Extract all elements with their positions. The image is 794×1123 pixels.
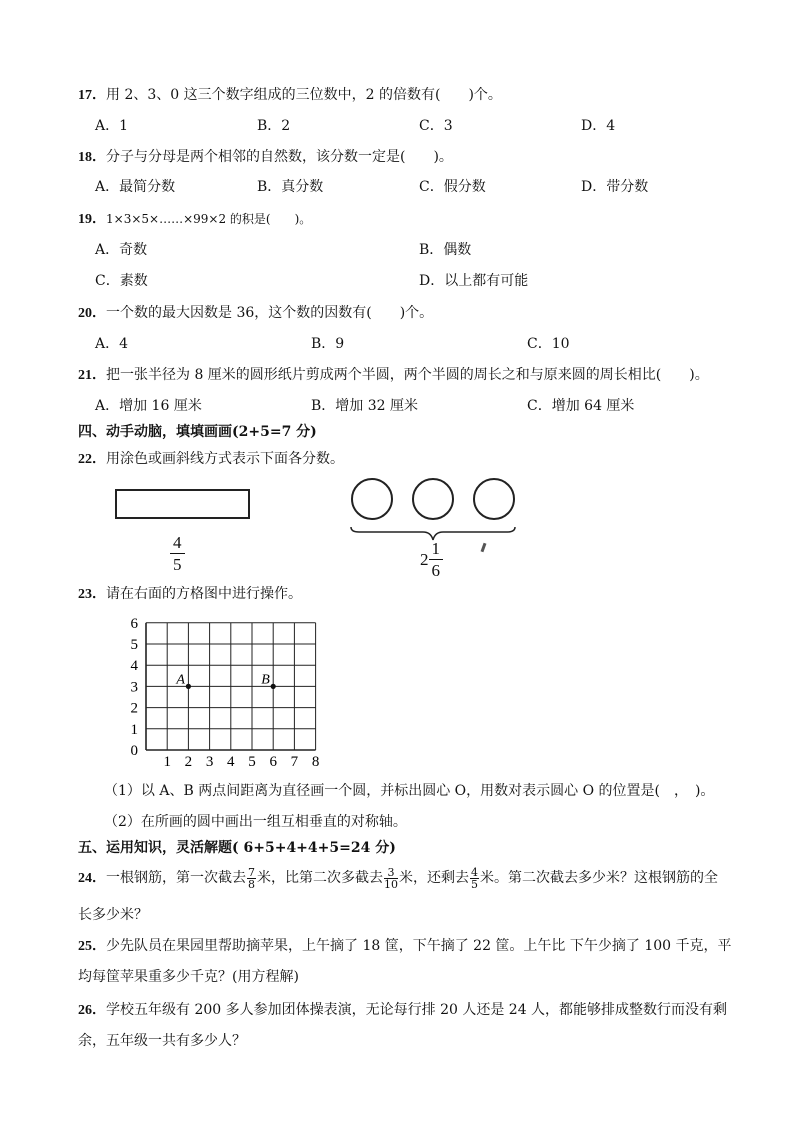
option-b[interactable]: B．真分数: [257, 179, 324, 195]
fraction-denominator: 5: [471, 877, 478, 891]
circle-3[interactable]: [474, 479, 514, 519]
question-text-1: 一根钢筋，第一次截去: [106, 870, 246, 886]
question-text-4: 米。第二次截去多少米？这根钢筋的全: [480, 870, 718, 886]
question-17: [78, 84, 502, 104]
question-text: 分子与分母是两个相邻的自然数，该分数一定是( )。: [106, 149, 453, 165]
y-tick-label: 0: [130, 743, 138, 759]
question-text: 1×3×5×……×99×2 的积是( )。: [106, 212, 312, 226]
circles-figure: [345, 472, 525, 547]
y-tick-label: 3: [130, 679, 138, 696]
fraction-numerator: 7: [248, 865, 255, 879]
question-number: 25．: [78, 939, 106, 954]
x-tick-label: 5: [248, 754, 256, 770]
point-label: A: [176, 672, 185, 688]
option-a[interactable]: A．4: [95, 336, 129, 352]
question-number: 18．: [78, 150, 106, 165]
option-d[interactable]: D．以上都有可能: [419, 273, 529, 289]
question-25-line2: 均每筐苹果重多少千克？(用方程解): [78, 969, 299, 985]
option-a[interactable]: A．奇数: [95, 242, 148, 258]
question-24-line2: 长多少米？: [78, 907, 148, 923]
grid-lines[interactable]: [146, 623, 316, 750]
question-number: 26．: [78, 1003, 106, 1018]
option-a[interactable]: A．增加 16 厘米: [95, 398, 202, 414]
fraction-numerator: 1: [429, 540, 444, 560]
option-c[interactable]: C．假分数: [419, 179, 486, 195]
question-26-line2: 余，五年级一共有多少人？: [78, 1033, 246, 1049]
question-26: [78, 999, 727, 1019]
fraction-numerator: 4: [471, 865, 478, 879]
section-title: 五、运用知识，灵活解题( 6+5+4+4+5=24 分): [78, 840, 396, 856]
question-text: 请在右面的方格图中进行操作。: [106, 586, 302, 602]
option-b[interactable]: B．偶数: [419, 242, 472, 258]
question-number: 21．: [78, 368, 106, 383]
question-text: 用涂色或画斜线方式表示下面各分数。: [106, 451, 344, 467]
question-23-sub1: （1）以 A、B 两点间距离为直径画一个圆，并标出圆心 O，用数对表示圆心 O 的位置是( ， )。: [104, 783, 715, 799]
option-c[interactable]: C．素数: [95, 273, 148, 289]
question-25: [78, 935, 732, 955]
y-tick-label: 1: [130, 721, 138, 738]
x-tick-label: 2: [184, 754, 193, 770]
question-number: 23．: [78, 587, 106, 602]
question-23: [78, 583, 302, 603]
x-tick-label: 3: [205, 754, 214, 770]
fraction-denominator: 6: [431, 561, 440, 580]
y-tick-label: 2: [130, 700, 138, 717]
y-tick-label: 5: [130, 637, 138, 653]
option-b[interactable]: B．增加 32 厘米: [311, 398, 419, 414]
question-text: 用 2、3、0 这三个数字组成的三位数中，2 的倍数有( )个。: [106, 87, 502, 103]
question-number: 17．: [78, 88, 106, 103]
x-tick-label: 8: [311, 754, 320, 770]
question-22: [78, 448, 344, 468]
fraction-rectangle[interactable]: [115, 489, 250, 519]
whole-number: 2: [420, 550, 429, 569]
question-text: 学校五年级有 200 多人参加团体操表演，无论每行排 20 人还是 24 人，都能够排成整数行而没有剩: [106, 1002, 728, 1018]
point-b: [271, 684, 276, 689]
x-tick-label: 1: [163, 754, 171, 770]
fraction-numerator: 4: [170, 534, 185, 554]
option-b[interactable]: B．2: [257, 118, 291, 134]
x-tick-label: 4: [227, 754, 235, 770]
fraction-4-5: [170, 534, 185, 573]
option-d[interactable]: D．带分数: [581, 179, 649, 195]
option-a[interactable]: A．最简分数: [95, 179, 176, 195]
option-c[interactable]: C．3: [419, 118, 453, 134]
question-20: [78, 302, 433, 322]
question-23-sub2: （2）在所画的圆中画出一组互相垂直的对称轴。: [104, 814, 407, 830]
y-tick-label: 4: [130, 658, 138, 675]
circle-2[interactable]: [413, 479, 453, 519]
option-d[interactable]: D．4: [581, 118, 616, 134]
question-text: 把一张半径为 8 厘米的圆形纸片剪成两个半圆，两个半圆的周长之和与原来圆的周长相比( )。: [106, 367, 709, 383]
fraction-denominator: 10: [384, 877, 398, 891]
section-title: 四、动手动脑，填填画画(2+5=7 分): [78, 424, 317, 440]
point-a: [186, 684, 191, 689]
question-text: 一个数的最大因数是 36，这个数的因数有( )个。: [106, 305, 434, 321]
question-number: 24．: [78, 871, 106, 886]
option-b[interactable]: B．9: [311, 336, 345, 352]
fraction-numerator: 3: [384, 867, 398, 879]
question-number: 19．: [78, 212, 106, 227]
question-text-2: 米，比第二次多截去: [257, 870, 383, 886]
x-tick-label: 6: [269, 754, 277, 770]
question-24: [78, 860, 718, 897]
question-19: [78, 208, 311, 228]
question-number: 22．: [78, 452, 106, 467]
fraction-denominator: 8: [248, 877, 255, 891]
circle-1[interactable]: [352, 479, 392, 519]
question-text-3: 米，还剩去: [399, 870, 469, 886]
option-c[interactable]: C．10: [527, 336, 570, 352]
question-text: 少先队员在果园里帮助摘苹果，上午摘了 18 筐，下午摘了 22 筐。上午比 下午少摘了 100 千克，平: [106, 938, 732, 954]
question-number: 20．: [78, 306, 106, 321]
option-c[interactable]: C．增加 64 厘米: [527, 398, 635, 414]
question-21: [78, 364, 709, 384]
grid-figure: [108, 610, 320, 770]
fraction-denominator: 5: [173, 555, 182, 574]
y-tick-label: 6: [130, 615, 138, 632]
mixed-fraction: [420, 540, 443, 579]
x-tick-label: 7: [290, 754, 299, 770]
question-18: [78, 146, 453, 166]
point-label: B: [261, 672, 270, 688]
option-a[interactable]: A．1: [95, 118, 129, 134]
